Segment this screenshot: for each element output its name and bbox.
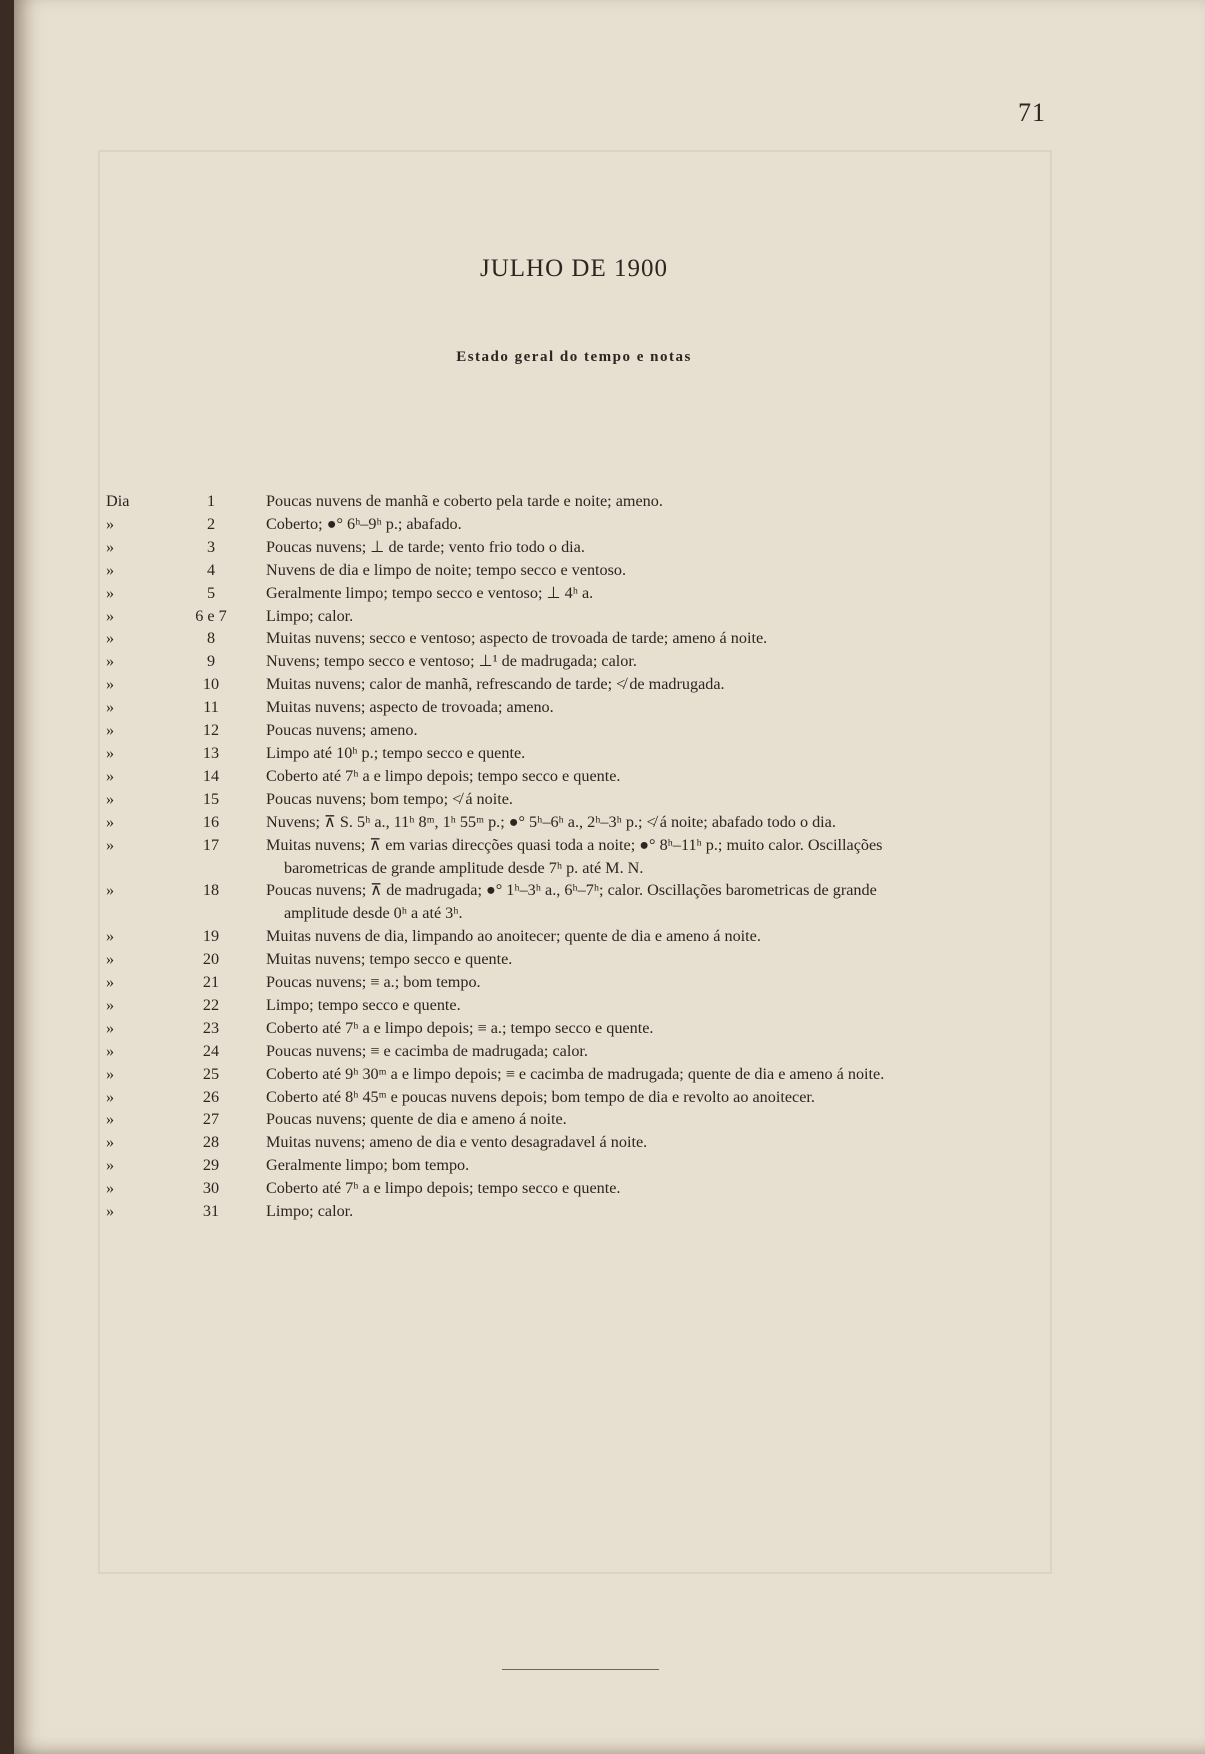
entry-row	[106, 742, 1116, 765]
entry-day-number: 16	[202, 812, 220, 831]
entry-note-line: Nuvens; tempo secco e ventoso; ⊥¹ de madrugada; calor.	[266, 652, 637, 671]
entry-dia-label: »	[106, 766, 115, 785]
entry-dia-label: »	[106, 812, 115, 831]
entry-row	[106, 834, 1116, 880]
entry-note	[246, 742, 1116, 765]
entry-row	[106, 1086, 1116, 1109]
entry-row	[106, 650, 1116, 673]
entry-note	[246, 582, 1116, 605]
entry-day-number: 14	[202, 766, 220, 785]
entry-note	[246, 1200, 1116, 1223]
entry-note-line: Geralmente limpo; tempo secco e ventoso; ⊥ 4ʰ a.	[266, 583, 594, 602]
entry-note	[246, 971, 1116, 994]
entry-note-line: Poucas nuvens; ≡ e cacimba de madrugada; calor.	[266, 1041, 588, 1060]
entry-note-line: Coberto até 9ʰ 30ᵐ a e limpo depois; ≡ e cacimba de madrugada; quente de dia e ameno á noite.	[266, 1064, 885, 1083]
entry-dia-label: »	[106, 1041, 115, 1060]
page-subtitle: Estado geral do tempo e notas	[456, 349, 692, 365]
entry-row	[106, 1177, 1116, 1200]
entry-dia-label: »	[106, 652, 115, 671]
entry-row	[106, 1131, 1116, 1154]
entry-row	[106, 925, 1116, 948]
entry-dia-label: Dia	[106, 492, 130, 510]
entry-note-line: Coberto até 7ʰ a e limpo depois; ≡ a.; tempo secco e quente.	[266, 1018, 654, 1037]
entry-day-number: 9	[206, 652, 216, 671]
entry-note	[246, 925, 1116, 948]
entry-row	[106, 1108, 1116, 1131]
entry-note-line: Muitas nuvens; ⊼ em varias direcções quasi toda a noite; ●° 8ʰ–11ʰ p.; muito calor. Oscillações	[266, 835, 883, 854]
entry-note-line: Muitas nuvens; aspecto de trovoada; ameno.	[266, 698, 554, 717]
entry-day-number: 18	[202, 881, 220, 900]
entry-note	[246, 490, 1116, 513]
weather-notes-list	[106, 490, 1116, 1223]
entry-note	[246, 811, 1116, 834]
closing-rule	[502, 1669, 659, 1670]
entry-dia-label: »	[106, 698, 115, 717]
entry-note	[246, 605, 1116, 628]
entry-row	[106, 1154, 1116, 1177]
entry-note-line: Limpo; calor.	[266, 606, 354, 625]
entry-dia-label: »	[106, 537, 115, 556]
entry-row	[106, 1040, 1116, 1063]
entry-dia-label: »	[106, 1179, 115, 1198]
entry-dia-label: »	[106, 629, 115, 648]
entry-dia-label: »	[106, 1133, 115, 1152]
entry-note	[246, 994, 1116, 1017]
entry-note-line: Coberto; ●° 6ʰ–9ʰ p.; abafado.	[266, 514, 462, 533]
entry-note-line: barometricas de grande amplitude desde 7ʰ p. até M. N.	[284, 858, 644, 877]
entry-day-number: 25	[202, 1064, 220, 1083]
entry-note-line: Muitas nuvens; calor de manhã, refrescando de tarde; ≮ de madrugada.	[266, 675, 725, 694]
entry-note	[246, 765, 1116, 788]
entry-note	[246, 696, 1116, 719]
entry-row	[106, 788, 1116, 811]
entry-row	[106, 948, 1116, 971]
entry-note-line: Limpo; tempo secco e quente.	[266, 995, 461, 1014]
entry-row	[106, 673, 1116, 696]
entry-dia-label: »	[106, 973, 115, 992]
entry-day-number: 12	[202, 721, 220, 740]
entry-note-line: Limpo até 10ʰ p.; tempo secco e quente.	[266, 743, 526, 762]
entry-day-number: 24	[202, 1041, 220, 1060]
entry-day-number: 1	[206, 492, 216, 510]
entry-day-number: 21	[202, 973, 220, 992]
entry-note	[246, 1040, 1116, 1063]
entry-dia-label: »	[106, 995, 115, 1014]
entry-note	[246, 879, 1116, 925]
entry-dia-label: »	[106, 789, 115, 808]
entry-note	[246, 788, 1116, 811]
entry-day-number: 10	[202, 675, 220, 694]
entry-note-line: Coberto até 7ʰ a e limpo depois; tempo secco e quente.	[266, 1179, 621, 1198]
entry-dia-label: »	[106, 1018, 115, 1037]
entry-row	[106, 605, 1116, 628]
entry-note	[246, 559, 1116, 582]
entry-day-number: 22	[202, 995, 220, 1014]
entry-row	[106, 490, 1116, 513]
entry-day-number: 31	[202, 1202, 220, 1221]
document-page	[14, 0, 1205, 1754]
entry-day-number: 17	[202, 835, 220, 854]
entry-day-number: 4	[206, 560, 216, 579]
entry-note	[246, 1154, 1116, 1177]
entry-note-line: Poucas nuvens de manhã e coberto pela tarde e noite; ameno.	[266, 492, 663, 510]
page-title: JULHO DE 1900	[480, 255, 668, 282]
entry-dia-label: »	[106, 1202, 115, 1221]
entry-day-number: 6 e 7	[195, 606, 227, 625]
entry-row	[106, 513, 1116, 536]
page-number: 71	[1018, 98, 1046, 127]
entry-row	[106, 1063, 1116, 1086]
entry-day-number: 27	[202, 1110, 220, 1129]
entry-note	[246, 650, 1116, 673]
entry-dia-label: »	[106, 1064, 115, 1083]
entry-dia-label: »	[106, 560, 115, 579]
entry-row	[106, 994, 1116, 1017]
entry-note	[246, 1063, 1116, 1086]
entry-note	[246, 1177, 1116, 1200]
entry-note-line: Muitas nuvens; tempo secco e quente.	[266, 950, 513, 969]
entry-note-line: Poucas nuvens; ⊥ de tarde; vento frio todo o dia.	[266, 537, 585, 556]
entry-row	[106, 1200, 1116, 1223]
entry-day-number: 20	[202, 950, 220, 969]
entry-note	[246, 627, 1116, 650]
entry-note-line: Poucas nuvens; quente de dia e ameno á noite.	[266, 1110, 567, 1129]
entry-row	[106, 879, 1116, 925]
entry-note-line: Coberto até 7ʰ a e limpo depois; tempo secco e quente.	[266, 766, 621, 785]
entry-day-number: 29	[202, 1156, 220, 1175]
entry-day-number: 5	[206, 583, 216, 602]
entry-note-line: Poucas nuvens; ≡ a.; bom tempo.	[266, 973, 481, 992]
entry-dia-label: »	[106, 1110, 115, 1129]
entry-row	[106, 811, 1116, 834]
entry-dia-label: »	[106, 675, 115, 694]
entry-day-number: 2	[206, 514, 216, 533]
entry-note-line: Poucas nuvens; bom tempo; ≮ á noite.	[266, 789, 513, 808]
entry-note-line: Poucas nuvens; ameno.	[266, 721, 418, 740]
entry-note	[246, 1108, 1116, 1131]
entry-day-number: 30	[202, 1179, 220, 1198]
entry-day-number: 26	[202, 1087, 220, 1106]
entry-note-line: Muitas nuvens; ameno de dia e vento desagradavel á noite.	[266, 1133, 648, 1152]
entry-note-line: Limpo; calor.	[266, 1202, 354, 1221]
entry-note-line: Nuvens de dia e limpo de noite; tempo secco e ventoso.	[266, 560, 627, 579]
entry-dia-label: »	[106, 721, 115, 740]
entry-note-line: Muitas nuvens; secco e ventoso; aspecto de trovoada de tarde; ameno á noite.	[266, 629, 768, 648]
entry-dia-label: »	[106, 514, 115, 533]
entry-row	[106, 627, 1116, 650]
entry-day-number: 13	[202, 743, 220, 762]
entry-dia-label: »	[106, 606, 115, 625]
entry-note	[246, 536, 1116, 559]
entry-note-line: Nuvens; ⊼ S. 5ʰ a., 11ʰ 8ᵐ, 1ʰ 55ᵐ p.; ●° 5ʰ–6ʰ a., 2ʰ–3ʰ p.; ≮ á noite; abafado todo o dia.	[266, 812, 836, 831]
entry-dia-label: »	[106, 1156, 115, 1175]
entry-note	[246, 513, 1116, 536]
entry-note	[246, 673, 1116, 696]
entry-note	[246, 1131, 1116, 1154]
entry-day-number: 8	[206, 629, 216, 648]
entry-note	[246, 834, 1116, 880]
entry-dia-label: »	[106, 743, 115, 762]
entry-row	[106, 559, 1116, 582]
entry-dia-label: »	[106, 583, 115, 602]
entry-dia-label: »	[106, 881, 115, 900]
entry-day-number: 11	[203, 698, 219, 717]
entry-day-number: 3	[206, 537, 216, 556]
entry-row	[106, 536, 1116, 559]
entry-note-line: amplitude desde 0ʰ a até 3ʰ.	[284, 904, 463, 923]
entry-note-line: Muitas nuvens de dia, limpando ao anoitecer; quente de dia e ameno á noite.	[266, 927, 761, 946]
entry-row	[106, 719, 1116, 742]
entry-dia-label: »	[106, 835, 115, 854]
entry-note	[246, 1086, 1116, 1109]
entry-day-number: 15	[202, 789, 220, 808]
entry-dia-label: »	[106, 927, 115, 946]
entry-note	[246, 948, 1116, 971]
entry-day-number: 23	[202, 1018, 220, 1037]
entry-dia-label: »	[106, 950, 115, 969]
entry-row	[106, 582, 1116, 605]
entry-day-number: 28	[202, 1133, 220, 1152]
entry-dia-label: »	[106, 1087, 115, 1106]
entry-row	[106, 1017, 1116, 1040]
entry-row	[106, 765, 1116, 788]
entry-note	[246, 719, 1116, 742]
entry-row	[106, 971, 1116, 994]
entry-note-line: Coberto até 8ʰ 45ᵐ e poucas nuvens depois; bom tempo de dia e revolto ao anoitecer.	[266, 1087, 815, 1106]
entry-note-line: Geralmente limpo; bom tempo.	[266, 1156, 470, 1175]
entry-row	[106, 696, 1116, 719]
entry-day-number: 19	[202, 927, 220, 946]
entry-note	[246, 1017, 1116, 1040]
entry-note-line: Poucas nuvens; ⊼ de madrugada; ●° 1ʰ–3ʰ a., 6ʰ–7ʰ; calor. Oscillações barometricas de grande	[266, 881, 877, 900]
